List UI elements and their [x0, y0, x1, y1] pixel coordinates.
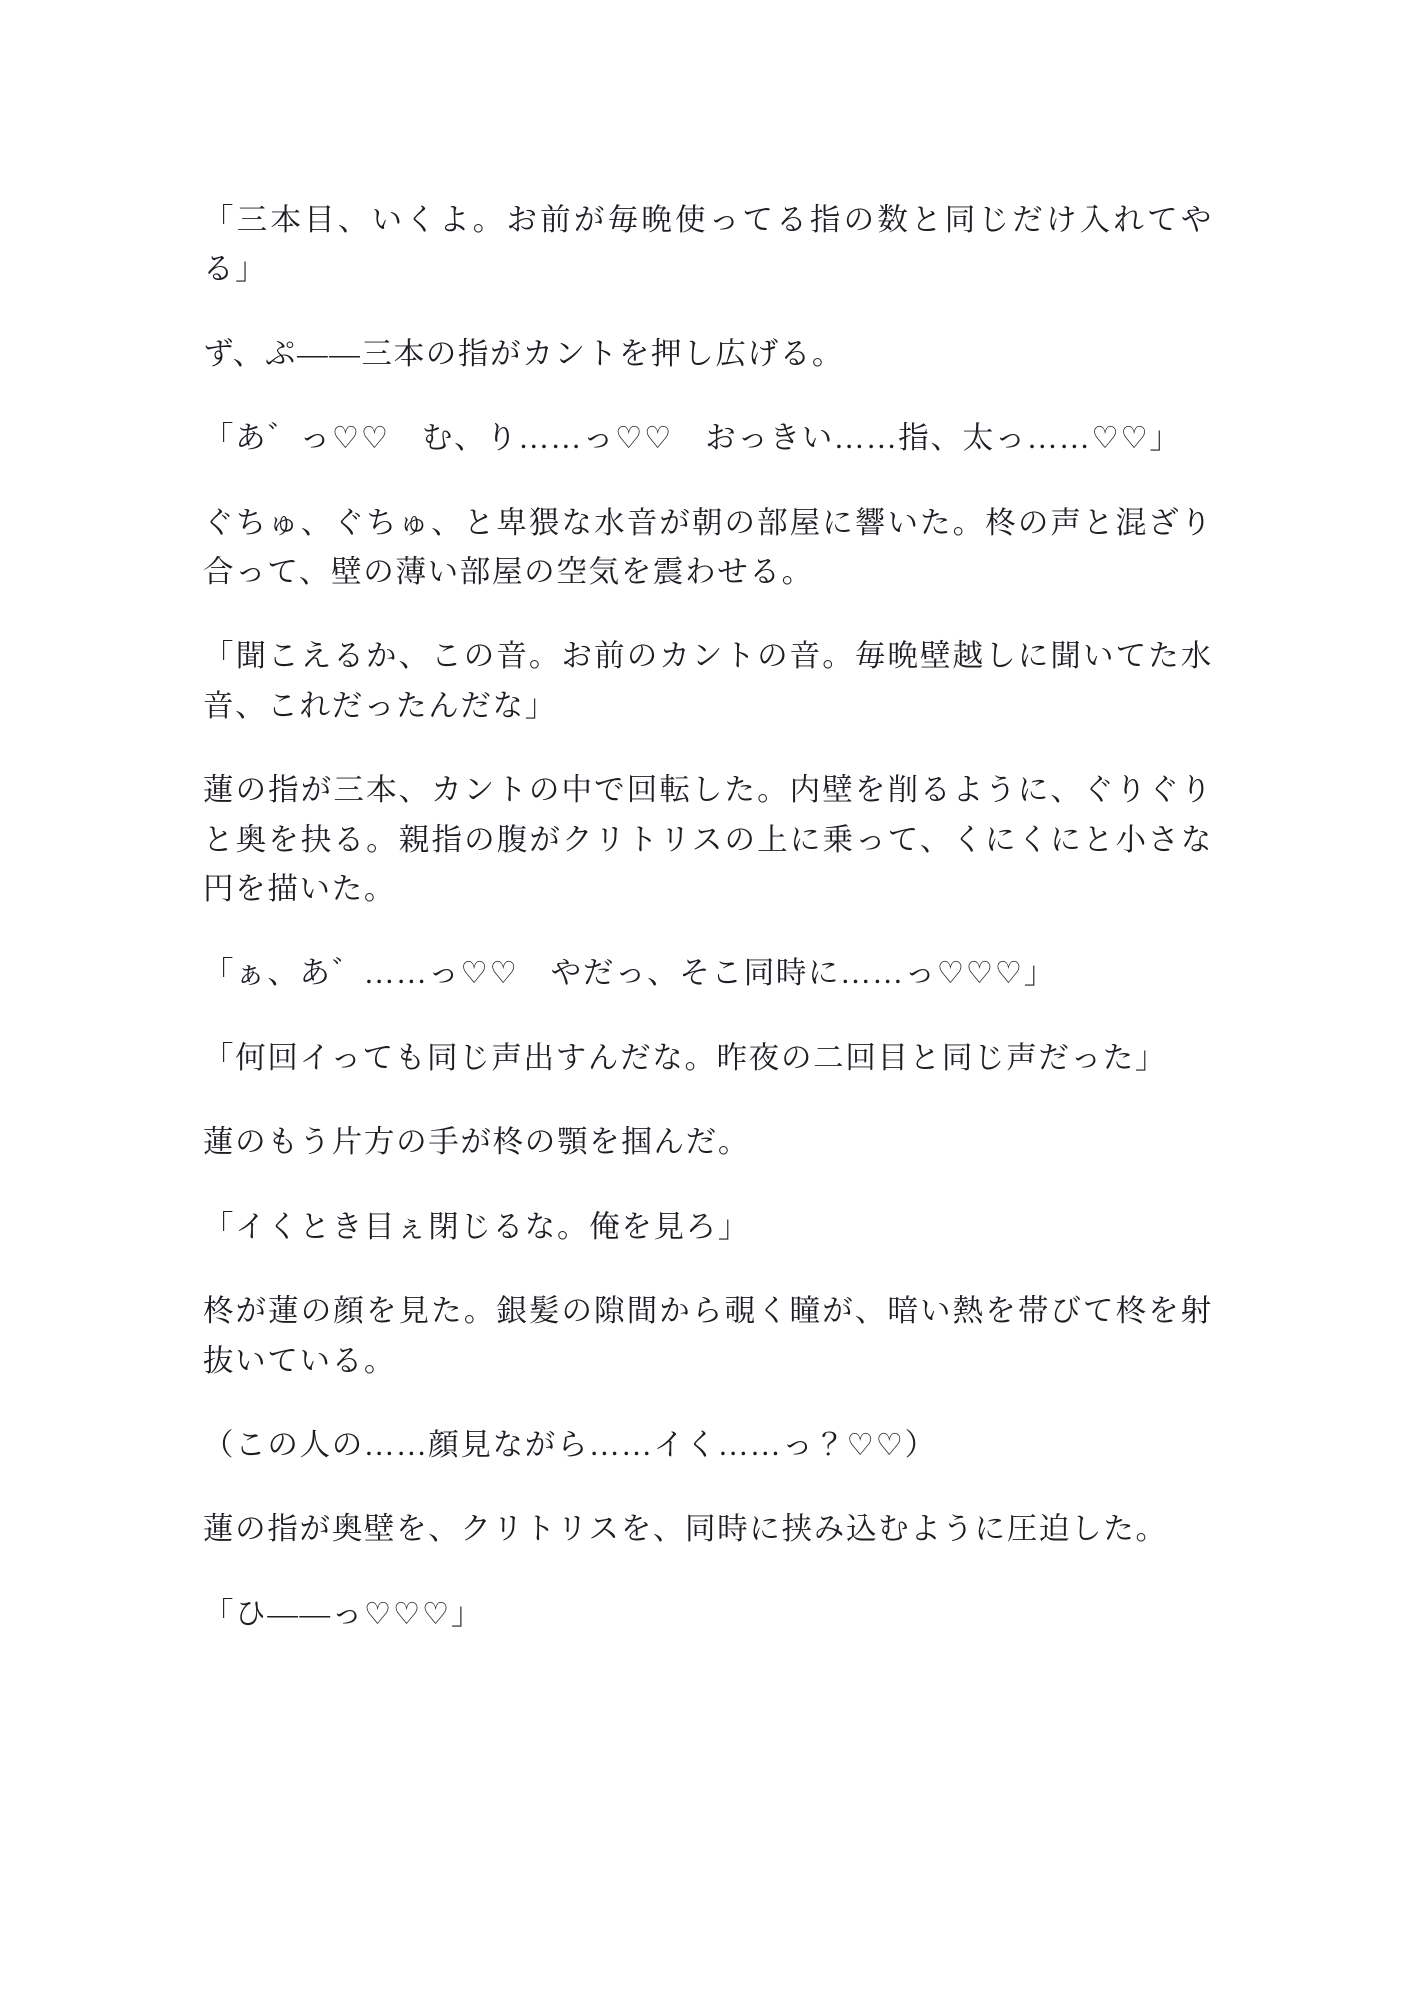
- paragraph: ぐちゅ、ぐちゅ、と卑猥な水音が朝の部屋に響いた。柊の声と混ざり合って、壁の薄い部屋の空気を震わせる。: [203, 505, 1213, 590]
- paragraph: 「ひ——っ♡♡♡」: [203, 1596, 484, 1631]
- text-column: [203, 196, 1213, 1639]
- paragraph: （この人の……顔見ながら……イく……っ？♡♡）: [203, 1427, 937, 1462]
- paragraph: 蓮の指が三本、カントの中で回転した。内壁を削るように、ぐりぐりと奥を抉る。親指の腹がクリトリスの上に乗って、くにくにと小さな円を描いた。: [203, 773, 1213, 907]
- paragraph: 「ぁ、あ゛……っ♡♡ やだっ、そこ同時に……っ♡♡♡」: [203, 956, 1057, 991]
- paragraph: 「あ゛っ♡♡ む、り……っ♡♡ おっきい……指、太っ……♡♡」: [203, 421, 1182, 456]
- paragraph: 「イくとき目ぇ閉じるな。俺を見ろ」: [203, 1209, 751, 1244]
- paragraph: 「聞こえるか、この音。お前のカントの音。毎晩壁越しに聞いてた水音、これだったんだな」: [203, 639, 1213, 723]
- paragraph: 蓮のもう片方の手が柊の顎を掴んだ。: [203, 1125, 751, 1160]
- paragraph: ず、ぷ——三本の指がカントを押し広げる。: [203, 336, 845, 371]
- paragraph: 蓮の指が奥壁を、クリトリスを、同時に挟み込むように圧迫した。: [203, 1512, 1168, 1547]
- paragraph: 「三本目、いくよ。お前が毎晩使ってる指の数と同じだけ入れてやる」: [203, 203, 1213, 287]
- paragraph: 「何回イっても同じ声出すんだな。昨夜の二回目と同じ声だった」: [203, 1040, 1168, 1075]
- paragraph: 柊が蓮の顔を見た。銀髪の隙間から覗く瞳が、暗い熱を帯びて柊を射抜いている。: [203, 1294, 1213, 1378]
